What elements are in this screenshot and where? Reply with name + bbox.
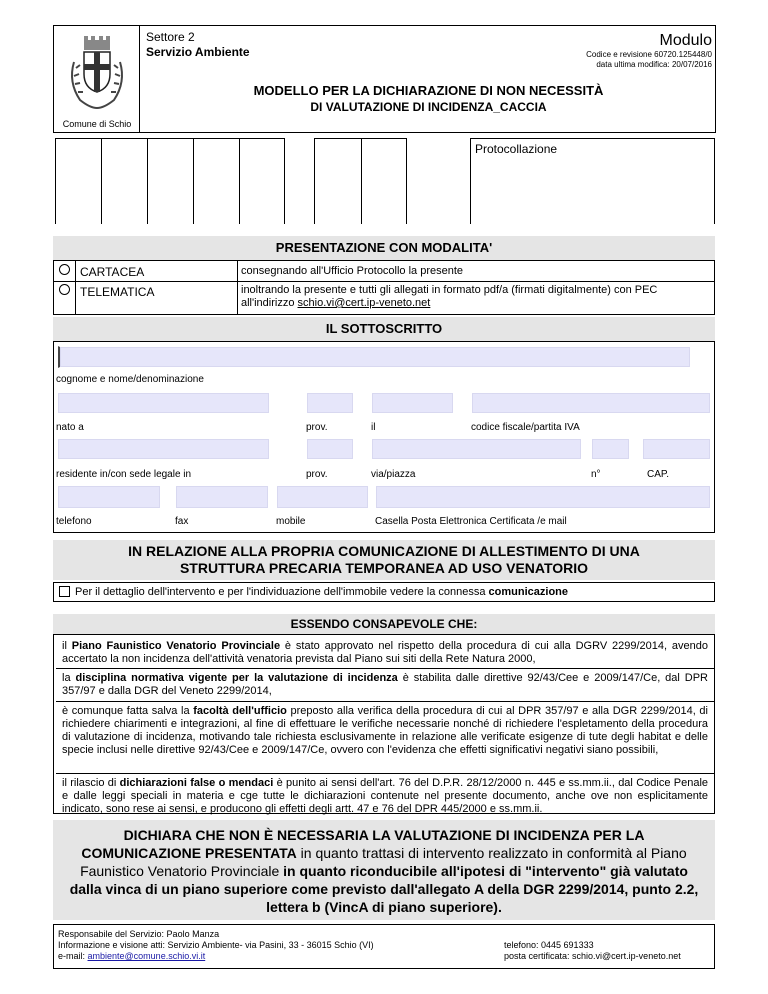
mobile-label: mobile	[276, 516, 306, 527]
number-label: n°	[591, 469, 601, 480]
logo-caption: Comune di Schio	[62, 119, 132, 129]
declaration-bold-1: DICHIARA CHE NON È NECESSARIA LA VALUTAZIONE DI INCIDENZA PER LA COMUNICAZIONE PRESENTATA	[81, 827, 645, 861]
relation-heading-line2: STRUTTURA PRECARIA TEMPORANEA AD USO VENATORIO	[179, 560, 589, 576]
radio-cartacea[interactable]	[59, 264, 70, 275]
declaration-bold-2: in quanto riconducibile all'ipotesi di "intervento" già valutato dalla vinca di un piano superiore come previsto dall'allegato A della DGR 2299/2014, punto 2.2, lettera b (VincA di piano superiore).	[69, 863, 699, 915]
cartacea-desc: consegnando all'Ufficio Protocollo la presente	[241, 265, 464, 277]
relation-heading	[53, 540, 715, 580]
service: Servizio Ambiente	[146, 45, 250, 59]
birthdate-input[interactable]	[371, 392, 454, 414]
taxcode-label: codice fiscale/partita IVA	[471, 422, 580, 433]
residence-prov-input[interactable]	[306, 438, 354, 460]
prov2-label: prov.	[306, 469, 328, 480]
mobile-input[interactable]	[276, 485, 369, 509]
residence-label: residente in/con sede legale in	[56, 469, 192, 480]
cap-label: CAP.	[647, 469, 670, 480]
fax-label: fax	[175, 516, 189, 527]
radio-telematica[interactable]	[59, 284, 70, 295]
declaration-box	[53, 820, 715, 920]
birth-prov-input[interactable]	[306, 392, 354, 414]
relation-heading-line1: IN RELAZIONE ALLA PROPRIA COMUNICAZIONE DI ALLESTIMENTO DI UNA	[128, 543, 640, 559]
declaration-plain: in quanto trattasi di intervento realizzato in conformità al Piano Faunistico Venatorio Provinciale	[80, 845, 687, 879]
protocol-box	[470, 138, 715, 224]
last-modified: data ultima modifica: 20/07/2016	[596, 60, 712, 69]
pec-input[interactable]	[375, 485, 711, 509]
aware-paragraph-1: il Piano Faunistico Venatorio Provinciale è stato approvato nel rispetto della procedura di cui alla DGRV 2299/2014, avendo accertato la non incidenza dell'attività venatoria prevista dal Piano sui siti della Rete Natura 2000,	[56, 637, 714, 669]
pec-label: Casella Posta Elettronica Certificata /e mail	[375, 516, 567, 527]
aware-paragraph-2: la disciplina normativa vigente per la valutazione di incidenza è stabilita dalle direttive 92/43/Cee e 2009/147/Ce, dal DPR 357/97 e dalla DGR del Veneto 2299/2014,	[56, 669, 714, 702]
protocol-cells-right	[314, 138, 407, 224]
detail-text-plain: Per il dettaglio dell'intervento e per l'individuazione dell'immobile vedere la connessa	[75, 586, 489, 598]
signer-heading: IL SOTTOSCRITTO	[53, 317, 715, 341]
phone-label: telefono	[56, 516, 92, 527]
pec-link[interactable]: schio.vi@cert.ip-veneto.net	[297, 297, 431, 309]
birthplace-input[interactable]	[57, 392, 270, 414]
telematica-label: TELEMATICA	[80, 285, 155, 299]
detail-text	[75, 586, 568, 598]
residence-input[interactable]	[57, 438, 270, 460]
telematica-desc: inoltrando la presente e tutti gli allegati in formato pdf/a (firmati digitalmente) con PEC	[241, 284, 658, 296]
cap-input[interactable]	[642, 438, 711, 460]
street-label: via/piazza	[371, 469, 416, 480]
name-input[interactable]	[58, 346, 691, 368]
protocol-label: Protocollazione	[475, 142, 558, 156]
name-label: cognome e nome/denominazione	[56, 374, 204, 385]
form-label: Modulo	[659, 32, 712, 49]
footer-info: Informazione e visione atti: Servizio Ambiente- via Pasini, 33 - 36015 Schio (VI)	[58, 940, 374, 950]
footer-pec: posta certificata: schio.vi@cert.ip-veneto.net	[504, 951, 681, 961]
taxcode-input[interactable]	[471, 392, 711, 414]
birthdate-label: il	[371, 422, 376, 433]
footer-email-row: e-mail: ambiente@comune.schio.vi.it	[58, 951, 206, 961]
form-title-line2: DI VALUTAZIONE DI INCIDENZA_CACCIA	[310, 100, 547, 114]
street-number-input[interactable]	[591, 438, 630, 460]
logo-area	[54, 26, 140, 132]
aware-paragraph-3: è comunque fatta salva la facoltà dell'ufficio preposto alla verifica della procedura di cui al DPR 357/97 e alla DGR 2299/2014, di richiedere chiarimenti e integrazioni, al fine di effettuare le verifiche necessarie nonché di richiedere l'espletamento della procedura di valutazione di incidenza, motivando tale richiesta esclusivamente in relazione alle verificate esigenze di tute degli habitat e delle specie inclusi nelle direttive 92/43/Cee e 2009/147/Ce, ovvero con l'evidenza che effetti significativi negativi siano possibili,	[56, 702, 714, 774]
coat-of-arms-icon	[54, 32, 140, 112]
telematica-address-prefix: all'indirizzo	[241, 297, 298, 309]
aware-heading: ESSENDO CONSAPEVOLE CHE:	[53, 614, 715, 634]
fax-input[interactable]	[175, 485, 269, 509]
revision-code: Codice e revisione 60720.125448/0	[586, 50, 712, 59]
protocol-cells-left	[55, 138, 285, 224]
cartacea-label: CARTACEA	[80, 265, 145, 279]
footer-phone: telefono: 0445 691333	[504, 940, 594, 950]
presentation-heading: PRESENTAZIONE CON MODALITA'	[53, 236, 715, 260]
street-input[interactable]	[371, 438, 582, 460]
born-label: nato a	[56, 422, 84, 433]
prov-label: prov.	[306, 422, 328, 433]
telematica-desc-2	[241, 297, 430, 309]
footer-email-link[interactable]: ambiente@comune.schio.vi.it	[87, 951, 206, 961]
footer-responsible: Responsabile del Servizio: Paolo Manza	[58, 929, 220, 939]
detail-text-bold: comunicazione	[488, 586, 569, 598]
phone-input[interactable]	[57, 485, 161, 509]
aware-paragraph-4: il rilascio di dichiarazioni false o mendaci è punito ai sensi dell'art. 76 del D.P.R. 28/12/2000 n. 445 e ss.mm.ii., dal Codice Penale e dalle leggi speciali in materia e cge tutte le dichiarazioni contenute nel presente documento, anche ove non esplicitamente indicato, sono rese ai sensi, e producono gli effetti degli artt. 47 e 76 del DPR 445/2000 e ss.mm.ii.	[62, 777, 709, 815]
detail-checkbox[interactable]	[59, 586, 70, 597]
sector: Settore 2	[146, 30, 195, 44]
form-title-line1: MODELLO PER LA DICHIARAZIONE DI NON NECESSITÀ	[253, 83, 604, 98]
